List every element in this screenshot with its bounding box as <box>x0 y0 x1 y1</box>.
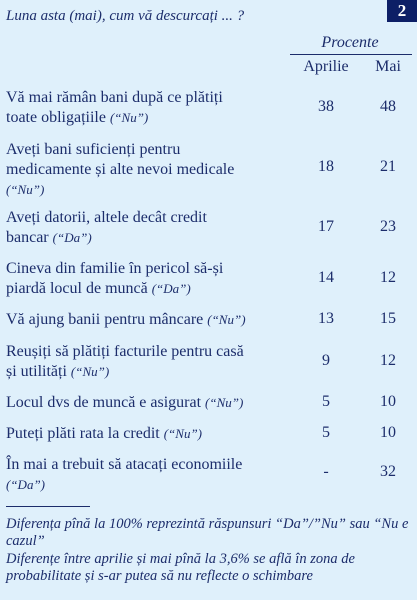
row-label <box>6 342 286 382</box>
value-aprilie: 5 <box>322 393 330 410</box>
unit-divider <box>290 54 412 55</box>
value-aprilie: 18 <box>318 158 334 175</box>
value-mai: 12 <box>380 269 396 286</box>
row-answer: (“Da”) <box>6 477 46 492</box>
survey-question: Luna asta (mai), cum vă descurcați ... ? <box>6 8 245 24</box>
value-mai: 12 <box>380 352 396 369</box>
page-number-badge: 2 <box>387 0 417 22</box>
row-label-line: bancar <box>6 229 49 246</box>
row-label-line: Vă ajung banii pentru mâncare <box>6 311 204 328</box>
value-mai: 32 <box>380 463 396 480</box>
row-label-line: Aveți datorii, altele decât credit <box>6 209 207 226</box>
column-header-mai: Mai <box>375 58 401 75</box>
value-aprilie: 9 <box>322 352 330 369</box>
row-label-line: toate obligațiile <box>6 109 106 126</box>
value-mai: 15 <box>380 310 396 327</box>
row-answer: (“Nu”) <box>205 395 244 410</box>
row-label <box>6 455 286 495</box>
row-label-line: Cineva din familie în pericol să-și <box>6 260 224 277</box>
row-label-line: și utilități <box>6 363 67 380</box>
value-aprilie: 17 <box>318 218 334 235</box>
value-mai: 23 <box>380 218 396 235</box>
row-label-line: Locul dvs de muncă e asigurat <box>6 394 202 411</box>
value-aprilie: 38 <box>318 98 334 115</box>
row-label <box>6 310 286 330</box>
footnote-divider <box>6 506 90 507</box>
row-label-line: Aveți bani suficienți pentru <box>6 141 181 158</box>
value-mai: 21 <box>380 158 396 175</box>
row-label-line: Reușiți să plătiți facturile pentru casă <box>6 343 244 360</box>
row-answer: (“Da”) <box>151 281 191 296</box>
footnote-probability: Diferențe între aprilie și mai pînă la 3,6% se află în zona de probabilitate și s-ar putea să nu reflecte o schimbare <box>6 551 355 584</box>
row-label <box>6 259 286 299</box>
column-header-aprilie: Aprilie <box>303 58 349 75</box>
value-aprilie: - <box>323 463 329 480</box>
value-aprilie: 13 <box>318 310 334 327</box>
value-aprilie: 14 <box>318 269 334 286</box>
row-answer: (“Nu”) <box>163 426 203 441</box>
row-label-line: piardă locul de muncă <box>6 280 148 297</box>
value-aprilie: 5 <box>322 424 330 441</box>
row-label-line: Puteți plăti rata la credit <box>6 425 160 442</box>
row-label-line: medicamente și alte nevoi medicale <box>6 161 235 178</box>
row-answer: (“Nu”) <box>207 312 246 327</box>
row-label <box>6 424 286 444</box>
value-mai: 10 <box>380 424 396 441</box>
row-answer: (“Nu”) <box>6 182 45 197</box>
row-label-line: Vă mai rămân bani după ce plătiți <box>6 89 223 106</box>
row-answer: (“Nu”) <box>109 110 149 125</box>
row-label <box>6 393 286 413</box>
row-answer: (“Nu”) <box>70 364 110 379</box>
value-mai: 10 <box>380 393 396 410</box>
row-label <box>6 140 286 200</box>
row-label <box>6 88 286 128</box>
row-label <box>6 208 286 248</box>
row-answer: (“Da”) <box>52 230 92 245</box>
row-label-line: În mai a trebuit să atacați economiile <box>6 456 243 473</box>
footnote-response-difference: Diferența pînă la 100% reprezintă răspunsuri “Da”/”Nu” sau “Nu e cazul” <box>6 516 409 549</box>
unit-label: Procente <box>321 34 379 51</box>
value-mai: 48 <box>380 98 396 115</box>
